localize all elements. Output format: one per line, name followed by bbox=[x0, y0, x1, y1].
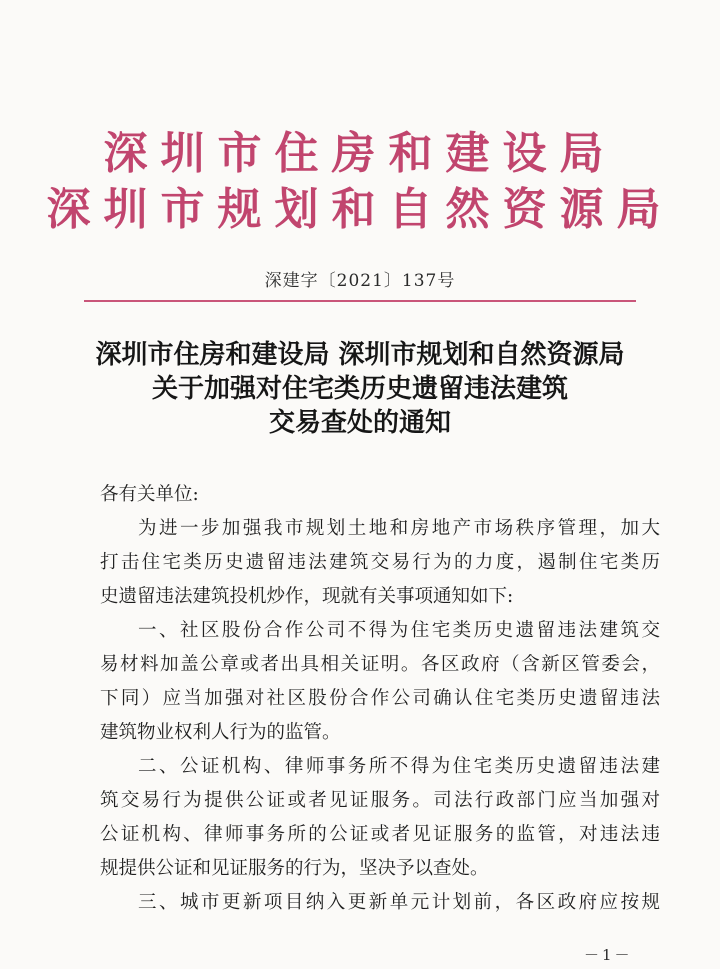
item-1-line: 一、社区股份合作公司不得为住宅类历史遗留违法建筑交 bbox=[138, 620, 660, 641]
document-number: 深建字〔2021〕137号 bbox=[264, 271, 456, 291]
item-3-line: 三、城市更新项目纳入更新单元计划前，各区政府应按规 bbox=[138, 892, 660, 913]
notice-body bbox=[100, 478, 660, 920]
item-1-line: 易材料加盖公章或者出具相关证明。各区政府（含新区管委会， bbox=[100, 654, 660, 675]
issuer-housing-bureau: 深圳市住房和建设局 bbox=[103, 128, 617, 179]
item-2-line: 公证机构、律师事务所的公证或者见证服务的监管，对违法违 bbox=[100, 824, 660, 845]
item-1-line: 下同）应当加强对社区股份合作公司确认住宅类历史遗留违法 bbox=[100, 688, 660, 709]
intro-line: 打击住宅类历史遗留违法建筑交易行为的力度，遏制住宅类历 bbox=[100, 552, 660, 573]
notice-title-line-3: 交易查处的通知 bbox=[268, 408, 451, 438]
item-2-line: 筑交易行为提供公证或者见证服务。司法行政部门应当加强对 bbox=[100, 790, 660, 811]
item-2-line: 规提供公证和见证服务的行为，坚决予以查处。 bbox=[100, 858, 489, 879]
item-2-line: 二、公证机构、律师事务所不得为住宅类历史遗留违法建 bbox=[138, 756, 660, 777]
red-divider-rule bbox=[84, 300, 636, 302]
notice-title-line-2: 关于加强对住宅类历史遗留违法建筑 bbox=[151, 374, 568, 404]
notice-title-line-1: 深圳市住房和建设局 深圳市规划和自然资源局 bbox=[95, 340, 625, 370]
intro-line: 为进一步加强我市规划土地和房地产市场秩序管理，加大 bbox=[138, 518, 660, 539]
page-number: －1－ bbox=[584, 946, 633, 964]
intro-line: 史遗留违法建筑投机炒作，现就有关事项通知如下: bbox=[100, 586, 514, 607]
item-1-line: 建筑物业权利人行为的监管。 bbox=[100, 722, 341, 743]
salutation: 各有关单位: bbox=[100, 484, 199, 505]
issuer-planning-bureau: 深圳市规划和自然资源局 bbox=[46, 184, 674, 235]
